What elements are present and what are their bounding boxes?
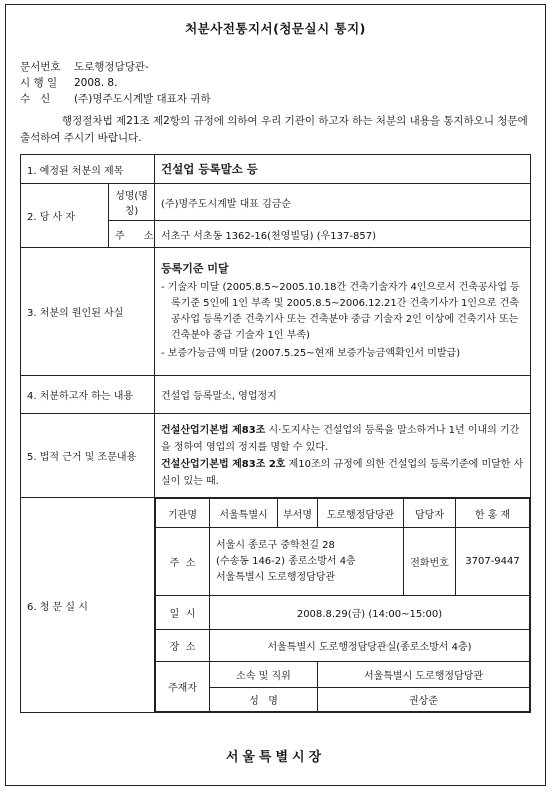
cause-label: 3. 처분의 원인된 사실 [21, 248, 155, 376]
hearing-addr-value [210, 528, 404, 596]
law1-title: 건설산업기본법 제83조 [161, 424, 266, 436]
law-clause-1 [161, 422, 524, 456]
datetime-label: 일 시 [156, 596, 210, 630]
hearing-addr-label: 주 소 [156, 528, 210, 596]
place-label: 장 소 [156, 630, 210, 662]
document-meta [20, 59, 531, 107]
host-name-value: 권상준 [318, 688, 530, 712]
hearing-place-row [156, 630, 530, 662]
hearing-addr-line1: 서울시 종로구 중학천길 28 [216, 539, 335, 551]
subject-value: 건설업 등록말소 등 [155, 155, 531, 184]
hearing-addr-row [156, 528, 530, 596]
action-value: 건설업 등록말소, 영업정지 [155, 376, 531, 414]
law-cell [155, 414, 531, 498]
row-party-name [21, 184, 531, 221]
cause-cell [155, 248, 531, 376]
officer-value: 한 홍 재 [456, 499, 530, 528]
law2-text: 제10조의 규정에 의한 건설업의 등록기준에 미달한 사실이 있는 때. [161, 458, 524, 487]
hearing-table [155, 498, 530, 712]
recipient-label: 수 신 [20, 93, 51, 105]
date-label: 시 행 일 [20, 77, 58, 89]
date-row [20, 75, 531, 91]
party-label: 2. 당 사 자 [21, 184, 109, 248]
dept-value: 도로행정담당관 [318, 499, 404, 528]
datetime-value: 2008.8.29(금) (14:00~15:00) [210, 596, 530, 630]
row-cause [21, 248, 531, 376]
document-title: 처분사전통지서(청문실시 통지) [185, 21, 366, 36]
law2-title: 건설산업기본법 제83조 2호 [161, 458, 286, 470]
recipient-value: (주)명주도시계발 대표자 귀하 [74, 93, 211, 105]
row-subject [21, 155, 531, 184]
notice-table [20, 154, 531, 713]
law-label: 5. 법적 근거 및 조문내용 [21, 414, 155, 498]
hearing-addr-line2: (수송동 146-2) 종로소방서 4층 [216, 555, 356, 567]
date-value: 2008. 8. [74, 77, 118, 89]
host-position-value: 서울특별시 도로행정담당관 [318, 662, 530, 688]
hearing-datetime-row [156, 596, 530, 630]
officer-label: 담당자 [404, 499, 456, 528]
cause-item-guarantee: - 보증가능금액 미달 (2007.5.25~현재 보증가능금액확인서 미발급) [161, 347, 461, 359]
hearing-label: 6. 청 문 실 시 [21, 498, 155, 713]
subject-label: 1. 예정된 처분의 제목 [21, 155, 155, 184]
place-value: 서울특별시 도로행정담당관실(종로소방서 4층) [210, 630, 530, 662]
dept-label: 부서명 [278, 499, 318, 528]
host-position-label: 소속 및 직위 [210, 662, 318, 688]
org-label: 기관명 [156, 499, 210, 528]
phone-label: 전화번호 [404, 528, 456, 596]
law1-text: 시·도지사는 건설업의 등록을 말소하거나 1년 이내의 기간을 정하여 영업의 정지를 명할 수 있다. [161, 424, 520, 453]
host-position-row [156, 662, 530, 688]
host-label: 주재자 [156, 662, 210, 712]
doc-number-value: 도로행정담당관- [74, 61, 149, 73]
hearing-addr-line3: 서울특별시 도로행정담당관 [216, 571, 336, 583]
notice-document [5, 4, 546, 786]
party-name-value: (주)명주도시계발 대표 김금순 [155, 184, 531, 221]
party-addr-value: 서초구 서초동 1362-16(천영빌딩) (우137-857) [155, 221, 531, 248]
row-action [21, 376, 531, 414]
cause-item-technician: - 기술자 미달 (2005.8.5~2005.10.18간 건축기술자가 4인으로서 건축공사업 등록기준 5인에 1인 부족 및 2005.8.5~2006.12.21간 건축기사가 1인으로 건축공사업 등록기준 건축기사 또는 건축분야 중급 기술자 2인 이상에 건축기사 또는 건축분야 중급 기술자 1인 부족) [161, 281, 520, 341]
cause-heading: 등록기준 미달 [161, 261, 229, 275]
party-name-label: 성명(명칭) [109, 184, 155, 221]
party-addr-label: 주 소 [109, 221, 155, 248]
row-hearing [21, 498, 531, 713]
issuer-signature: 서울특별시장 [225, 750, 326, 765]
action-label: 4. 처분하고자 하는 내용 [21, 376, 155, 414]
phone-value: 3707-9447 [456, 528, 530, 596]
law-clause-2 [161, 456, 524, 490]
hearing-cell [155, 498, 531, 713]
host-name-row [156, 688, 530, 712]
recipient-row [20, 91, 531, 107]
intro-paragraph: 행정절차법 제21조 제2항의 규정에 의하여 우리 기관이 하고자 하는 처분의 내용을 통지하오니 청문에 출석하여 주시기 바랍니다. [20, 115, 528, 144]
doc-number-row [20, 59, 531, 75]
hearing-org-row [156, 499, 530, 528]
doc-number-label: 문서번호 [20, 61, 61, 73]
org-value: 서울특별시 [210, 499, 278, 528]
row-law [21, 414, 531, 498]
host-name-label: 성 명 [210, 688, 318, 712]
